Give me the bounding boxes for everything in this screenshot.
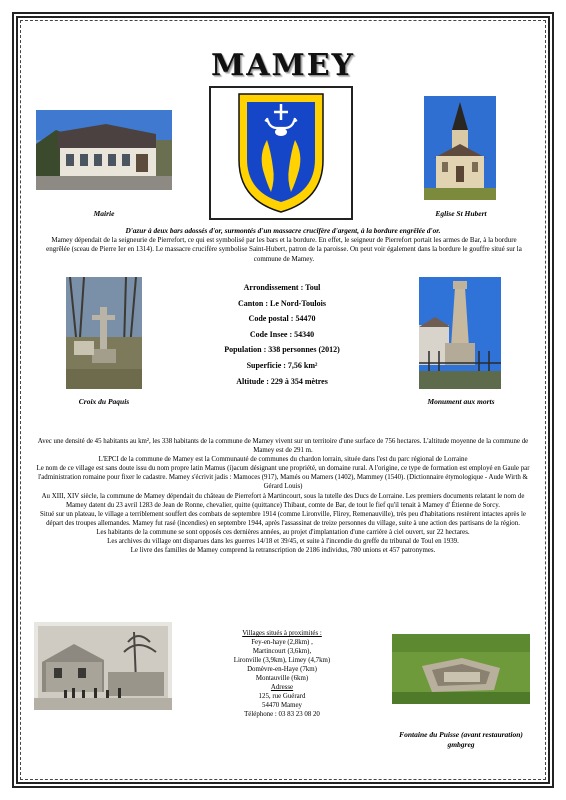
- address-line: 125, rue Guérard: [258, 693, 306, 700]
- paragraph: Le livre des familles de Mamey comprend la retranscription de 2186 individus, 780 unions et 457 patronymes.: [130, 547, 436, 555]
- coat-of-arms: [211, 88, 351, 218]
- monument-caption: Monument aux morts: [427, 397, 495, 406]
- blazon-explanation: Mamey dépendait de la seigneurie de Pierrefort, ce qui est symbolisé par les bars et la bordure. En effet, le seigneur de Pierrefort portait les armes de Bar, à la bordure engrêlée (sceau de Pierre Ier en 1314). Le massacre crucifère symbolise Saint-Hubert, patron de la paroisse. On peut voir également dans la bordure le gouffre situé sur la commune de Mamey.: [46, 236, 522, 263]
- paragraph: Au XIII, XIV siècle, la commune de Mamey dépendait du château de Pierrefort à Martincourt, sous la tutelle des Ducs de Lorraine. Les premiers documents relatant le nom de Mamey datent du 23 avril 1283 de Jean de Ronne, chevalier, quitte (quittance) Thibaut, comte de Bar, de tout le fief qu'il tenait à Mamey d' Étienne de Sorcy.: [41, 492, 525, 509]
- paragraph: Situé sur un plateau, le village a terriblement souffert des combats de septembre 1914 (comme Lironville, Flirey, Remenauville), très peu d'habitations restèrent intactes après le départ des troupes allemandes. Mamey fut rasé (incendies) en septembre 1944, après l'assassinat de treize personnes du village, suite à une action des partisans de la région.: [40, 510, 526, 527]
- coat-of-arms-frame: [209, 86, 353, 220]
- commune-info: [196, 280, 368, 389]
- info-insee-code: Code Insee : 54340: [249, 329, 315, 339]
- info-area: Superficie : 7,56 km²: [246, 360, 318, 370]
- mairie-photo: [36, 110, 172, 190]
- blazon-description: D'azur à deux bars adossés d'or, surmontés d'un massacre crucifère d'argent, à la bordure engrêlée d'or.: [125, 226, 441, 235]
- village-item: Fey-en-haye (2,8km) ,: [251, 639, 313, 646]
- old-village-photo: [34, 622, 172, 710]
- address-heading: Adresse: [270, 684, 294, 691]
- address-line: 54470 Mamey: [262, 702, 302, 709]
- nearby-villages: [218, 629, 346, 719]
- info-postal-code: Code postal : 54470: [248, 314, 316, 324]
- village-item: Montauville (6km): [255, 675, 309, 682]
- village-item: Lironville (3,9km), Limey (4,7km): [233, 657, 331, 664]
- info-altitude: Altitude : 229 à 354 mètres: [236, 376, 328, 386]
- paragraph: Les archives du village ont disparues dans les guerres 14/18 et 39/45, et suite à l'incendie du greffe du tribunal de Toul en 1939.: [107, 538, 459, 546]
- villages-heading: Villages situés à proximités :: [242, 630, 322, 637]
- photo-credit: gmbgreg: [447, 740, 475, 749]
- fontaine-photo: [392, 634, 530, 704]
- croix-photo: [66, 277, 142, 389]
- paragraph: Le nom de ce village est sans doute issu du nom propre latin Mamus (i)acum désignant une propriété, un domaine rural. A l'origine, ce type de formation est employé en Gaule par l'administration romaine pour fixer le cadastre. Mamey s'écrivit jadis : Mamoces (917), Mamés ou Mamers (1402), Mammey (1540). (Dictionnaire étymologique - Aude Wirth & Gérard Louis): [36, 465, 530, 491]
- village-item: Martincourt (3,6km),: [252, 648, 312, 655]
- info-canton: Canton : Le Nord-Toulois: [238, 298, 326, 308]
- history-text: [36, 437, 530, 555]
- eglise-caption: Eglise St Hubert: [435, 209, 487, 218]
- eglise-photo: [424, 96, 496, 200]
- paragraph: Les habitants de la commune se sont opposés ces dernières années, au projet d'implantation d'une carrière à ciel ouvert, sur 22 hectares.: [96, 528, 470, 536]
- info-population: Population : 338 personnes (2012): [224, 345, 340, 355]
- paragraph: Avec une densité de 45 habitants au km², les 338 habitants de la commune de Mamey vivent sur un territoire d'une surface de 756 hectares. L'altitude moyenne de la commune de Mamey est de 291 m.: [37, 438, 529, 455]
- page-title: MAMEY: [211, 48, 355, 83]
- monument-photo: [419, 277, 501, 389]
- paragraph: L'EPCI de la commune de Mamey est la Communauté de communes du chardon lorrain, située dans l'est du parc régional de Lorraine: [98, 456, 468, 464]
- mairie-caption: Mairie: [93, 209, 115, 218]
- croix-caption: Croix du Paquis: [78, 397, 130, 406]
- phone-number: Téléphone : 03 83 23 08 20: [244, 711, 320, 718]
- fontaine-caption: Fontaine du Puisse (avant restauration): [399, 730, 523, 739]
- info-arrondissement: Arrondissement : Toul: [243, 283, 321, 292]
- village-item: Domèvre-en-Haye (7km): [247, 666, 317, 673]
